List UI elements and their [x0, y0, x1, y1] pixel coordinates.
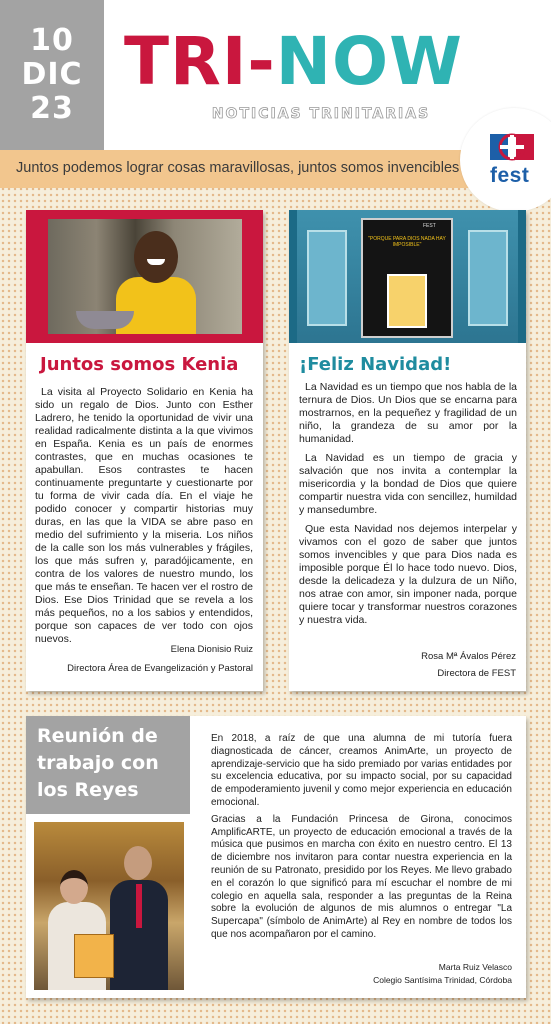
- navidad-paragraph: Que esta Navidad nos dejemos interpelar y vivamos con el gozo de saber que juntos somos invencibles y que para Dios nada es imposible porque Él lo hace todo nuevo. Dios, desde la delicadeza y la dulzura de un Niño, nos atrae con amor, sin imponer nada, porque quiere tocar y transformar nuestros corazones y nuestra vida.: [299, 523, 517, 626]
- newsletter-subtitle: NOTICIAS TRINITARIAS: [211, 106, 431, 122]
- title-part2: NOW: [275, 23, 463, 100]
- child-figure: [116, 277, 196, 334]
- poster-brand: FEST: [423, 223, 436, 229]
- poster-title: "PORQUE PARA DIOS NADA HAY IMPOSIBLE": [368, 236, 446, 248]
- reunion-signature-name: Marta Ruiz Velasco: [438, 962, 512, 972]
- kenia-photo-frame: [26, 210, 263, 343]
- kenia-article-title: Juntos somos Kenia: [40, 354, 239, 375]
- date-year: 23: [30, 91, 74, 126]
- christmas-poster: [361, 218, 453, 338]
- tagline: Juntos podemos lograr cosas maravillosas, juntos somos invencibles: [16, 160, 460, 176]
- king-tie: [136, 884, 142, 928]
- book: [74, 934, 114, 978]
- window-shutter-left: [307, 230, 347, 326]
- reunion-paragraph: Gracias a la Fundación Princesa de Girona, conocimos AmplificARTE, un proyecto de educación emocional a través de la música que pusimos en marcha con éxito en nuestro centro. El 13 de diciembre nos invitaron para contar nuestra experiencia en la reunión de su Patronato, presidido por los Reyes. Me llevo grabado en el corazón lo que significó para mí escuchar el nombre de mi colegio en aquella sala, responder a las preguntas de la Reina sobre la evolución de algunos de mis alumnos o entregar "La Supercapa" (símbolo de AnimArte) al Rey en nombre de todos los que nos acompañaron por el camino.: [211, 813, 512, 940]
- reunion-article-title: Reunión de trabajo con los Reyes: [37, 725, 159, 801]
- window-shutter-right: [468, 230, 508, 326]
- navidad-paragraph: La Navidad es un tiempo que nos habla de la ternura de Dios. Un Dios que se encarna para mostrarnos, en la pequeñez y fragilidad de un niño, la grandeza de su amor por la humanidad.: [299, 381, 517, 445]
- kenia-article-body: [35, 386, 253, 649]
- reunion-paragraph: En 2018, a raíz de que una alumna de mi tutoría fuera diagnosticada de cáncer, creamos AnimArte, un proyecto de aprendizaje-servicio que ha sido premiado por varias entidades por su excelencia educativa, por su impacto social, por su capacidad de empoderamiento juvenil y como mejor experiencia en educación emocional.: [211, 733, 512, 808]
- reunion-signature-role: Colegio Santísima Trinidad, Córdoba: [373, 975, 512, 985]
- fest-logo-text: fest: [490, 164, 530, 187]
- kenia-signature-name: Elena Dionisio Ruiz: [170, 644, 253, 655]
- date-day: 10: [30, 23, 74, 58]
- navidad-article-title: ¡Feliz Navidad!: [299, 354, 452, 375]
- navidad-article-body: [299, 381, 517, 633]
- fest-logo-icon: [490, 132, 534, 164]
- kenia-paragraph: La visita al Proyecto Solidario en Kenia ha sido un regalo de Dios. Junto con Esther Ladrero, he tenido la oportunidad de vivir una realidad radicalmente distinta a la que vivimos en España. Kenia es un país de enormes contrastes, que en muchas ocasiones te apabullan. Esos contrastes te hacen continuamente preguntarte y cuestionarte por tu forma de vivir cada día. En el viaje he podido conocer y compartir historias muy duras, en las que la VIDA se abre paso en medio del sufrimiento y la miseria. Los niños de la calle son los más vulnerables y frágiles, los que más sufren y, paradójicamente, en contra de los valores de nuestro mundo, los que más te enseñan. Te hacen ver el rostro de Dios. Ese Dios Trinidad que se revela a los más pequeños, no a los sabios y entendidos, porque son capaces de ver todo con ojos nuevos.: [35, 386, 253, 645]
- poster-window: [387, 274, 427, 328]
- king-face: [124, 846, 152, 880]
- child-face: [134, 231, 178, 283]
- issue-date: [0, 0, 104, 150]
- navidad-signature-role: Directora de FEST: [437, 668, 516, 679]
- reunion-photo: [34, 822, 184, 990]
- date-month: DIC: [21, 57, 83, 92]
- title-part1: TRI-: [124, 23, 276, 100]
- reunion-article-body: [211, 733, 512, 946]
- navidad-signature-name: Rosa Mª Ávalos Pérez: [421, 651, 516, 662]
- newsletter-title: [124, 22, 524, 102]
- kenia-signature-role: Directora Área de Evangelización y Pastoral: [67, 663, 253, 674]
- navidad-paragraph: La Navidad es un tiempo de gracia y salvación que nos invita a contemplar la misericordia y la bondad de Dios que quiere compartir nuestra vida con sencillez, humildad y mansedumbre.: [299, 452, 517, 516]
- teacher-face: [60, 870, 88, 904]
- bowl: [76, 311, 134, 329]
- kenia-photo: [48, 219, 242, 334]
- navidad-poster-image: [289, 210, 526, 343]
